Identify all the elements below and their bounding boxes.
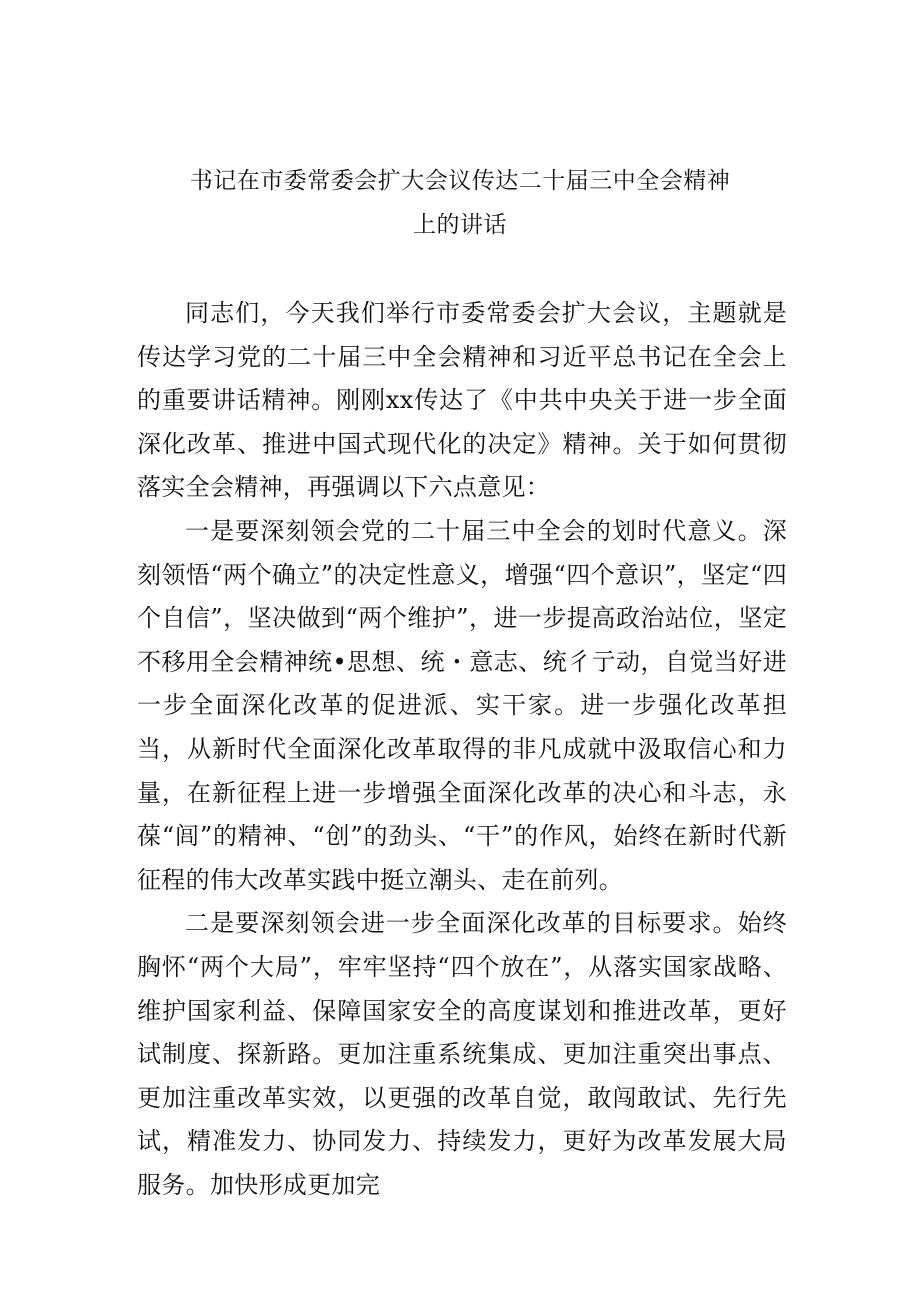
document-title-line-2: 上的讲话 — [413, 212, 507, 238]
document-title-line-1: 书记在市委常委会扩大会议传达二十届三中全会精神 — [189, 168, 731, 194]
paragraph-opening: 同志们，今天我们举行市委常委会扩大会议，主题就是传达学习党的二十届三中全会精神和习近平总书记在全会上的重要讲话精神。刚刚xx传达了《中共中央关于进一步全面深化改革、推进中国式现代化的决定》精神。关于如何贯彻落实全会精神，再强调以下六点意见： — [137, 299, 787, 502]
paragraph-point-one: 一是要深刻领会党的二十届三中全会的划时代意义。深刻领悟“两个确立”的决定性意义，增强“四个意识”，坚定“四个自信”，坚决做到“两个维护”，进一步提高政治站位，坚定不移用全会精神统•思想、统・意志、统彳亍动，自觉当好进一步全面深化改革的促进派、实干家。进一步强化改革担当，从新时代全面深化改革取得的非凡成就中汲取信心和力量，在新征程上进一步增强全面深化改革的决心和斗志，永葆“闾”的精神、“创”的劲头、“干”的作风，始终在新时代新征程的伟大改革实践中挺立潮头、走在前列。 — [137, 516, 787, 894]
paragraph-point-two: 二是要深刻领会进一步全面深化改革的目标要求。始终胸怀“两个大局”，牢牢坚持“四个放在”，从落实国家战略、维护国家利益、保障国家安全的高度谋划和推进改革，更好试制度、探新路。更加注重系统集成、更加注重突出事点、更加注重改革实效，以更强的改革自觉，敢闯敢试、先行先试，精准发力、协同发力、持续发力，更好为改革发展大局服务。加快形成更加完 — [137, 909, 787, 1199]
document-body — [137, 292, 787, 1207]
